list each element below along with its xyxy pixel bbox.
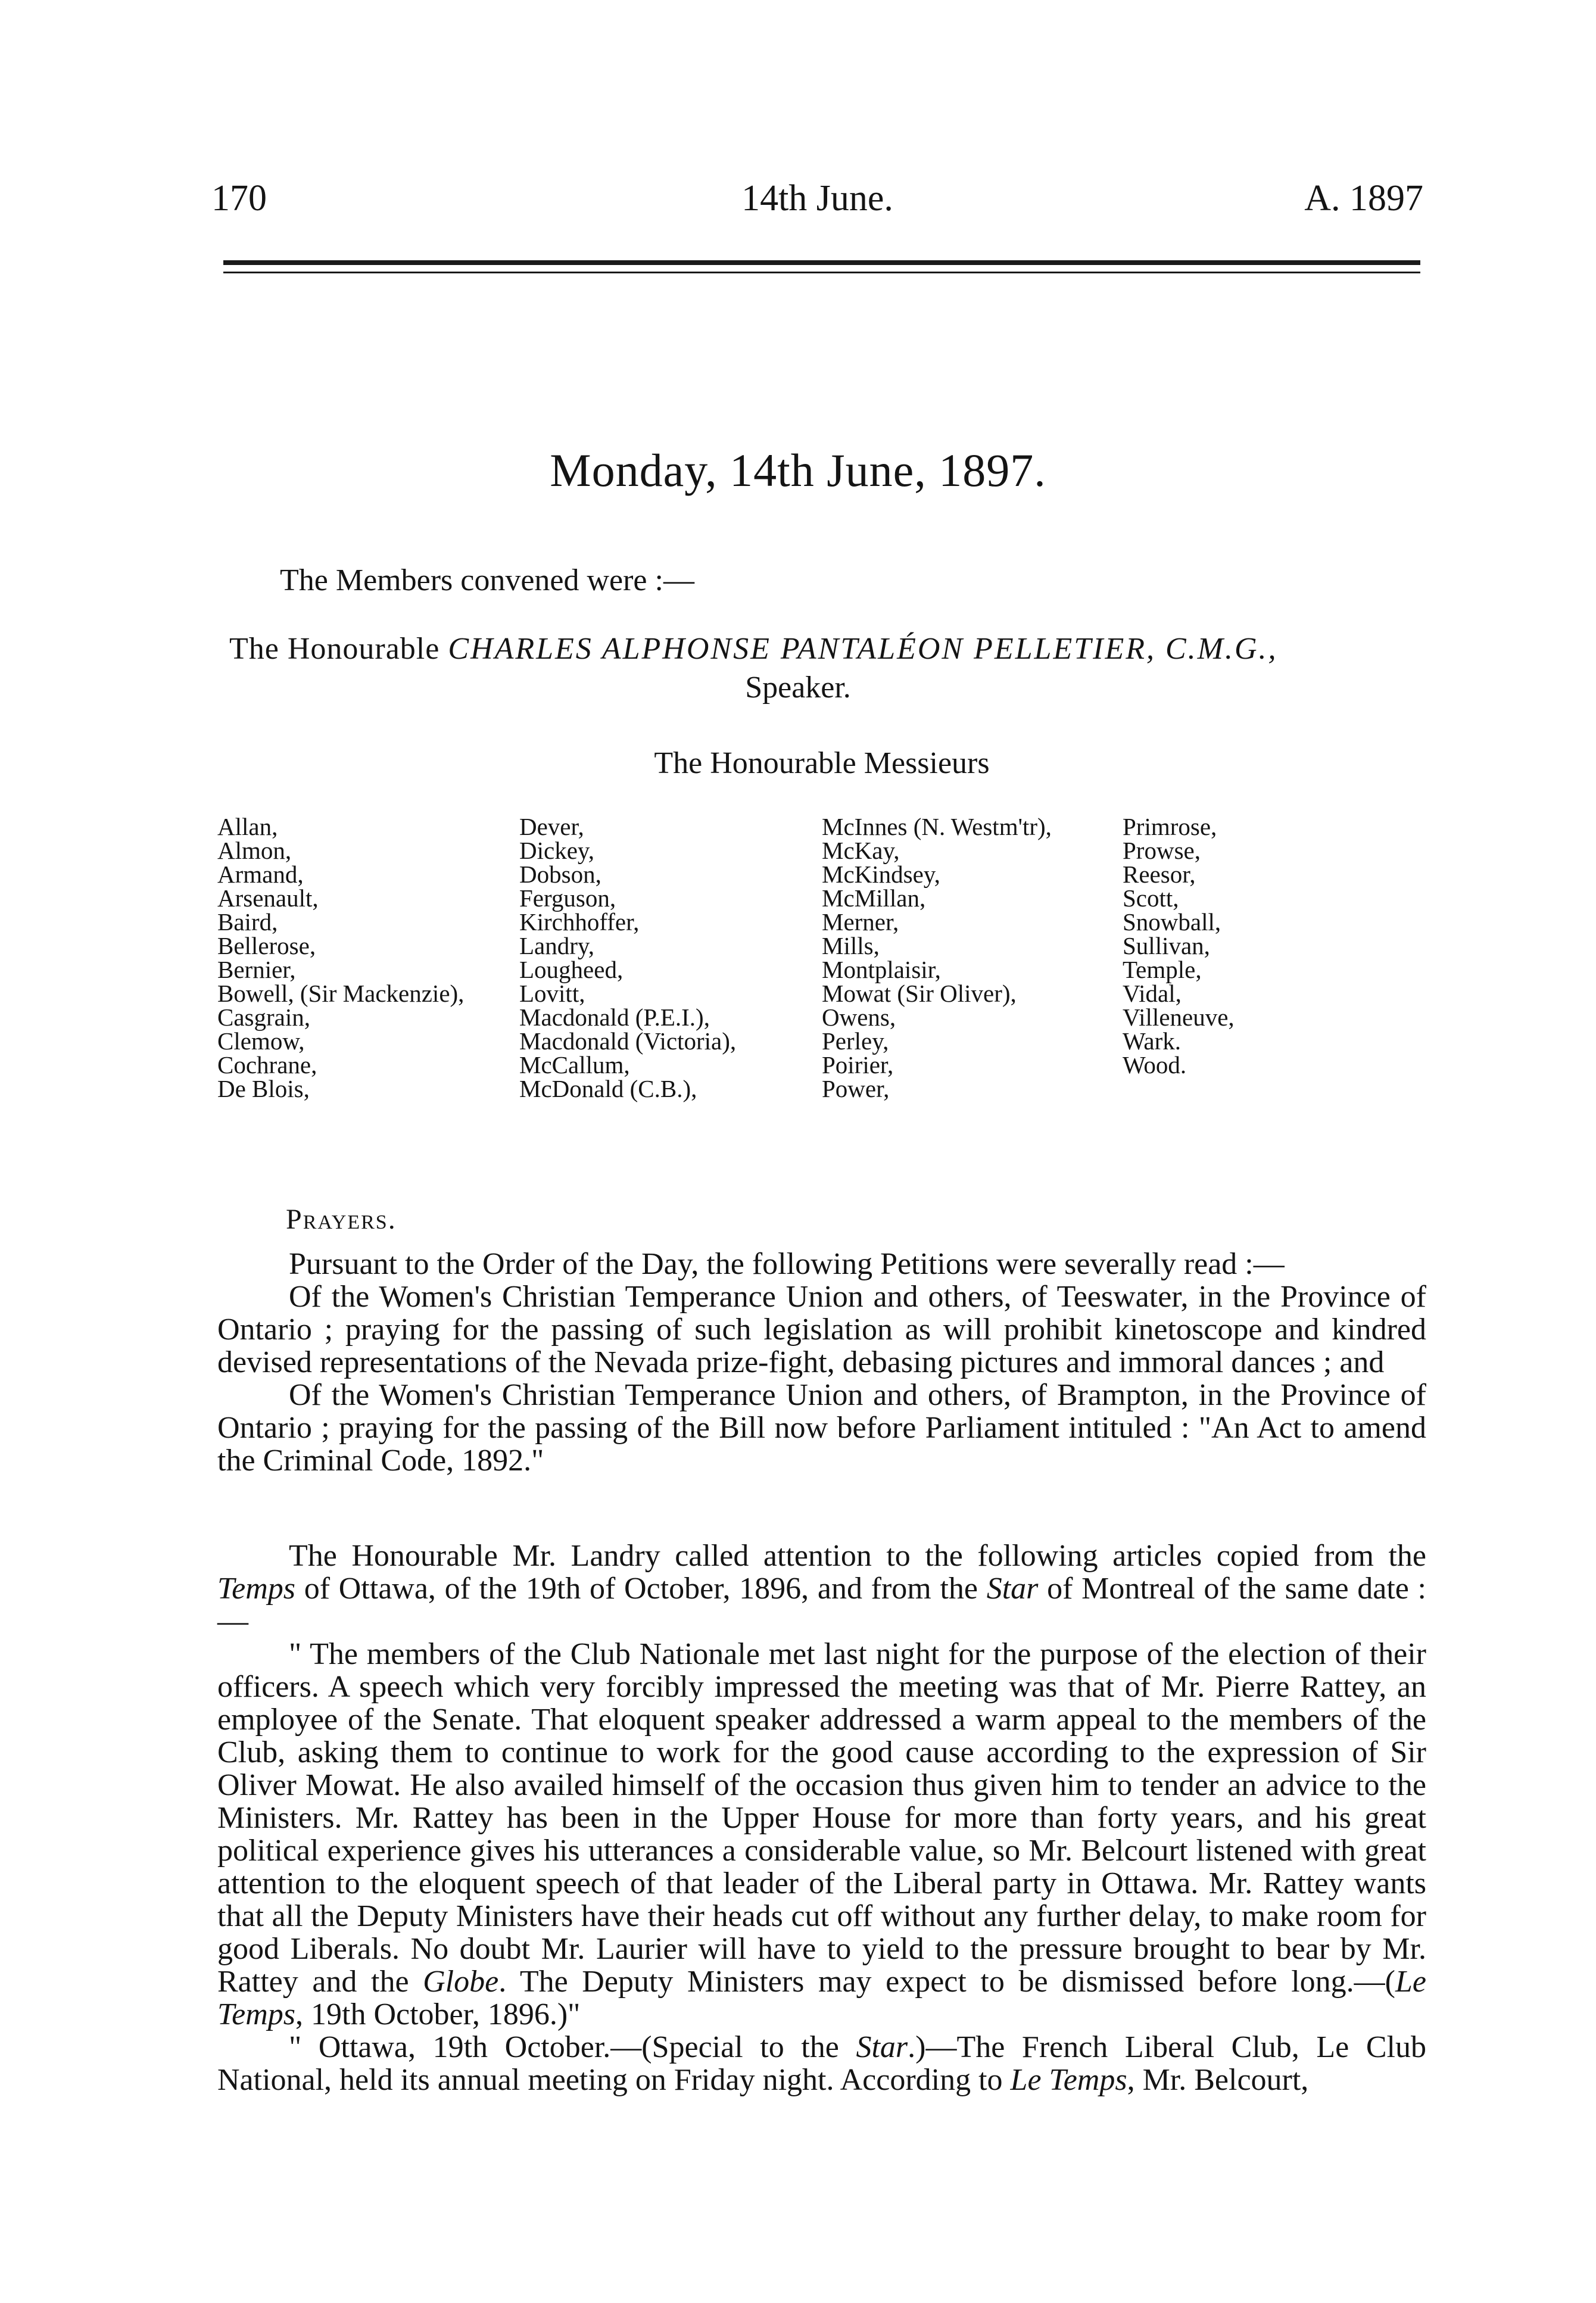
session-year: A. 1897 (1304, 178, 1423, 219)
landry-intro-text-2: of Ottawa, of the 19th of October, 1896, and from the (295, 1572, 987, 1606)
petition-teeswater: Of the Women's Christian Temperance Union and others, of Teeswater, in the Province of Ontario ; praying for the passing of such legislation as will prohibit kinetoscope and kindred devised representations of the Nevada prize-fight, debasing pictures and immoral dances ; and (217, 1280, 1426, 1379)
member-name: Temple, (1123, 956, 1202, 983)
member-name: McDonald (C.B.), (519, 1075, 697, 1102)
quote-1-text: " The members of the Club Nationale met last night for the purpose of the election of their officers. A speech which very forcibly impressed the meeting was that of Mr. Pierre Rattey, an employee of the Senate. That eloquent speaker addressed a warm appeal to the members of the Club, asking them to continue to work for the good cause according to the expression of Sir Oliver Mowat. He also availed himself of the occasion thus given him to tender an advice to the Ministers. Mr. Rattey has been in the Upper House for more than forty years, and his great political experience gives his utterances a considerable value, so Mr. Belcourt listened with great attention to the eloquent speech of that leader of the Liberal party in Ottawa. Mr. Rattey wants that all the Deputy Ministers have their heads cut off without any further delay, to make room for good Liberals. No doubt Mr. Laurier will have to yield to the pressure brought to bear by Mr. Rattey and the (217, 1637, 1426, 1999)
member-name: Dobson, (519, 861, 601, 888)
member-name: McMillan, (822, 884, 926, 912)
members-column-1 (217, 815, 464, 1101)
member-name: Casgrain, (217, 1004, 310, 1031)
members-column-2 (519, 815, 736, 1101)
member-name: Macdonald (P.E.I.), (519, 1004, 710, 1031)
member-name: Montplaisir, (822, 956, 941, 983)
quote-2-temps: Le Temps (1010, 2063, 1127, 2097)
member-name: Lovitt, (519, 980, 585, 1007)
members-list (217, 815, 1438, 1124)
member-name: Arsenault, (217, 884, 319, 912)
member-name: Baird, (217, 908, 278, 936)
member-name: Bellerose, (217, 932, 316, 959)
quote-1-globe: Globe (423, 1965, 499, 1999)
member-name: Primrose, (1123, 813, 1217, 840)
speaker-prefix: The Honourable (229, 632, 440, 666)
quote-2-star: Star (856, 2030, 908, 2064)
member-name: Mills, (822, 932, 880, 959)
quote-1-source: Le Temps (217, 1965, 1426, 2031)
header-rule-thick (223, 260, 1420, 265)
landry-intro-temps: Temps (217, 1572, 296, 1606)
member-name: Sullivan, (1123, 932, 1210, 959)
member-name: Perley, (822, 1027, 889, 1055)
member-name: Power, (822, 1075, 890, 1102)
members-column-3 (822, 815, 1052, 1101)
speaker-line (229, 631, 1426, 666)
member-name: Allan, (217, 813, 278, 840)
quote-1-text-2: . The Deputy Ministers may expect to be dismissed before long.—( (498, 1965, 1395, 1999)
running-header (211, 177, 1423, 225)
member-name: De Blois, (217, 1075, 310, 1102)
landry-intro (217, 1540, 1426, 1638)
member-name: Prowse, (1123, 837, 1201, 864)
member-name: Snowball, (1123, 908, 1221, 936)
quote-1-text-3: , 19th October, 1896.)" (295, 1997, 581, 2031)
landry-intro-star: Star (986, 1572, 1039, 1606)
member-name: McCallum, (519, 1051, 630, 1079)
petition-brampton: Of the Women's Christian Temperance Union and others, of Brampton, in the Province of Ontario ; praying for the passing of the Bill now before Parliament intituled : "An Act to amend the Criminal Code, 1892." (217, 1378, 1426, 1478)
member-name: Villeneuve, (1123, 1004, 1235, 1031)
member-name: Wark. (1123, 1027, 1182, 1055)
member-name: Merner, (822, 908, 899, 936)
member-name: Wood. (1123, 1051, 1187, 1079)
petitions-intro: Pursuant to the Order of the Day, the following Petitions were severally read :— (289, 1247, 1285, 1281)
members-convened-line: The Members convened were :— (280, 563, 694, 597)
quote-2-text-2: .)—The French Liberal Club, Le Club National, held its annual meeting on Friday night. According to (217, 2030, 1426, 2097)
messieurs-heading: The Honourable Messieurs (654, 746, 990, 780)
member-name: Dever, (519, 813, 584, 840)
landry-intro-text: The Honourable Mr. Landry called attention to the following articles copied from the (289, 1539, 1426, 1573)
member-name: Landry, (519, 932, 594, 959)
landry-intro-text-3: of Montreal of the same date :— (217, 1572, 1426, 1638)
member-name: Cochrane, (217, 1051, 317, 1079)
member-name: Scott, (1123, 884, 1179, 912)
quote-star (217, 2031, 1426, 2096)
quote-2-text: " Ottawa, 19th October.—(Special to the (289, 2030, 856, 2064)
running-title: 14th June. (741, 178, 893, 219)
member-name: Dickey, (519, 837, 594, 864)
member-name: Macdonald (Victoria), (519, 1027, 737, 1055)
member-name: Owens, (822, 1004, 896, 1031)
member-name: Poirier, (822, 1051, 894, 1079)
member-name: Kirchhoffer, (519, 908, 640, 936)
member-name: Bernier, (217, 956, 296, 983)
prayers-heading: Prayers. (286, 1204, 397, 1235)
quote-le-temps (217, 1638, 1426, 2031)
member-name: Mowat (Sir Oliver), (822, 980, 1017, 1007)
speaker-name: CHARLES ALPHONSE PANTALÉON PELLETIER, C.M.G., (448, 632, 1278, 666)
members-column-4 (1123, 815, 1235, 1077)
member-name: Reesor, (1123, 861, 1196, 888)
member-name: Vidal, (1123, 980, 1182, 1007)
header-rule-thin (223, 272, 1420, 273)
member-name: Almon, (217, 837, 292, 864)
page-number: 170 (211, 178, 267, 219)
member-name: Clemow, (217, 1027, 305, 1055)
member-name: Lougheed, (519, 956, 624, 983)
member-name: McKay, (822, 837, 900, 864)
sitting-date-heading: Monday, 14th June, 1897. (550, 444, 1046, 496)
member-name: Ferguson, (519, 884, 616, 912)
petitions-section (217, 1248, 1426, 1477)
member-name: McInnes (N. Westm'tr), (822, 813, 1052, 840)
landry-section (217, 1540, 1426, 2096)
speaker-title: Speaker. (745, 671, 851, 705)
member-name: Armand, (217, 861, 304, 888)
member-name: Bowell, (Sir Mackenzie), (217, 980, 465, 1007)
quote-2-text-3: , Mr. Belcourt, (1127, 2063, 1309, 2097)
member-name: McKindsey, (822, 861, 940, 888)
